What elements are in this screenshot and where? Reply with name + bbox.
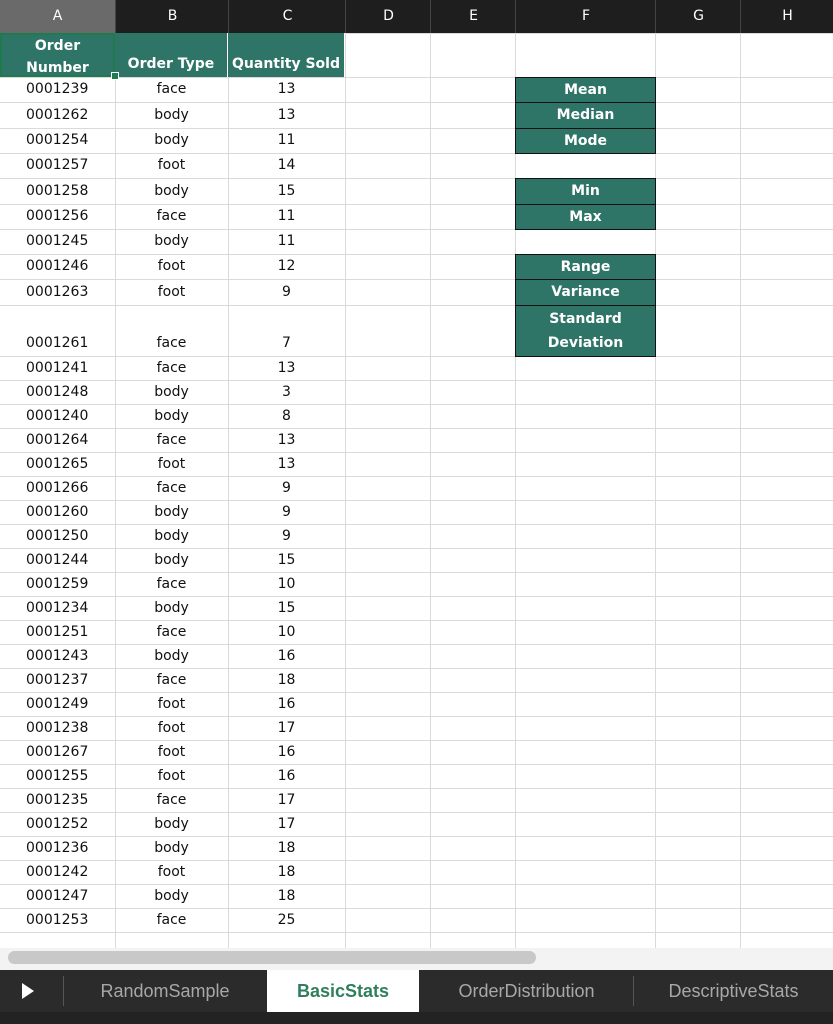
status-bar	[0, 1012, 833, 1024]
order-type-cell[interactable]: face	[156, 335, 187, 351]
tab-randomsample[interactable]: RandomSample	[100, 981, 230, 1001]
mean-label[interactable]: Mean	[515, 77, 656, 103]
order-type-cell[interactable]: foot	[157, 456, 186, 472]
order-number-cell[interactable]: 0001239	[26, 81, 89, 97]
order-number-cell[interactable]: 0001237	[26, 672, 89, 688]
order-type-cell[interactable]: face	[156, 792, 187, 808]
column-header-h[interactable]: H	[740, 0, 833, 33]
order-number-header[interactable]: Order Number	[0, 33, 115, 77]
quantity-sold-cell[interactable]: 9	[282, 504, 291, 520]
quantity-sold-cell[interactable]: 15	[277, 183, 296, 199]
standard-deviation-label[interactable]: Standard Deviation	[515, 305, 656, 357]
order-number-cell[interactable]: 0001242	[26, 864, 89, 880]
quantity-sold-cell[interactable]: 18	[277, 840, 296, 856]
order-type-cell[interactable]: body	[154, 888, 189, 904]
range-label[interactable]: Range	[515, 254, 656, 280]
column-header-g[interactable]: G	[655, 0, 741, 33]
horizontal-scrollbar-thumb[interactable]	[8, 951, 536, 964]
quantity-sold-cell[interactable]: 11	[277, 208, 296, 224]
order-type-cell[interactable]: face	[156, 81, 187, 97]
order-number-cell[interactable]: 0001261	[26, 335, 89, 351]
order-number-cell[interactable]: 0001249	[26, 696, 89, 712]
order-type-cell[interactable]: foot	[157, 258, 186, 274]
order-number-cell[interactable]: 0001256	[26, 208, 89, 224]
order-type-cell[interactable]: face	[156, 208, 187, 224]
order-type-cell[interactable]: body	[154, 600, 189, 616]
order-number-cell[interactable]: 0001243	[26, 648, 89, 664]
order-number-cell[interactable]: 0001236	[26, 840, 89, 856]
column-header-a[interactable]: A	[0, 0, 115, 33]
order-number-cell[interactable]: 0001253	[26, 912, 89, 928]
column-header-c[interactable]: C	[228, 0, 346, 33]
quantity-sold-cell[interactable]: 14	[277, 157, 296, 173]
row-gridline	[0, 932, 833, 933]
order-type-cell[interactable]: body	[154, 183, 189, 199]
column-header-e[interactable]: E	[430, 0, 516, 33]
quantity-sold-cell[interactable]: 15	[277, 552, 296, 568]
order-type-cell[interactable]: face	[156, 912, 187, 928]
order-type-cell[interactable]: face	[156, 480, 187, 496]
order-number-cell[interactable]: 0001246	[26, 258, 89, 274]
order-type-cell[interactable]: face	[156, 576, 187, 592]
quantity-sold-cell[interactable]: 13	[277, 107, 296, 123]
quantity-sold-cell[interactable]: 17	[277, 720, 296, 736]
min-label[interactable]: Min	[515, 178, 656, 205]
order-number-cell[interactable]: 0001241	[26, 360, 89, 376]
order-type-header[interactable]: Order Type	[115, 33, 228, 77]
order-number-cell[interactable]: 0001265	[26, 456, 89, 472]
quantity-sold-cell[interactable]: 16	[277, 648, 296, 664]
order-number-cell[interactable]: 0001255	[26, 768, 89, 784]
order-number-cell[interactable]: 0001238	[26, 720, 89, 736]
order-number-cell[interactable]: 0001263	[26, 284, 89, 300]
column-gridline	[345, 33, 346, 948]
order-type-cell[interactable]: face	[156, 432, 187, 448]
quantity-sold-cell[interactable]: 10	[277, 576, 296, 592]
mode-label[interactable]: Mode	[515, 128, 656, 154]
order-number-cell[interactable]: 0001234	[26, 600, 89, 616]
order-number-cell[interactable]: 0001247	[26, 888, 89, 904]
column-gridline	[655, 33, 656, 948]
order-type-cell[interactable]: body	[154, 840, 189, 856]
quantity-sold-cell[interactable]: 18	[277, 672, 296, 688]
variance-label[interactable]: Variance	[515, 279, 656, 306]
quantity-sold-cell[interactable]: 16	[277, 744, 296, 760]
order-type-cell[interactable]: body	[154, 552, 189, 568]
quantity-sold-cell[interactable]: 18	[277, 888, 296, 904]
order-number-cell[interactable]: 0001252	[26, 816, 89, 832]
order-type-cell[interactable]: body	[154, 132, 189, 148]
column-header-d[interactable]: D	[345, 0, 431, 33]
quantity-sold-cell[interactable]: 8	[282, 408, 291, 424]
order-number-cell[interactable]: 0001266	[26, 480, 89, 496]
quantity-sold-cell[interactable]: 10	[277, 624, 296, 640]
order-type-cell[interactable]: foot	[157, 157, 186, 173]
order-type-cell[interactable]: foot	[157, 744, 186, 760]
quantity-sold-cell[interactable]: 12	[277, 258, 296, 274]
order-number-cell[interactable]: 0001267	[26, 744, 89, 760]
play-icon[interactable]	[22, 983, 34, 999]
order-type-cell[interactable]: body	[154, 816, 189, 832]
order-type-cell[interactable]: face	[156, 672, 187, 688]
order-number-cell[interactable]: 0001235	[26, 792, 89, 808]
quantity-sold-header[interactable]: Quantity Sold	[228, 33, 345, 77]
order-type-cell[interactable]: body	[154, 384, 189, 400]
quantity-sold-cell[interactable]: 13	[277, 360, 296, 376]
column-header-b[interactable]: B	[115, 0, 229, 33]
order-number-cell[interactable]: 0001251	[26, 624, 89, 640]
order-number-cell[interactable]: 0001262	[26, 107, 89, 123]
column-gridline	[430, 33, 431, 948]
column-gridline	[515, 33, 516, 948]
quantity-sold-cell[interactable]: 13	[277, 81, 296, 97]
tab-descriptivestats[interactable]: DescriptiveStats	[668, 981, 799, 1001]
quantity-sold-cell[interactable]: 9	[282, 480, 291, 496]
quantity-sold-cell[interactable]: 3	[282, 384, 291, 400]
order-number-cell[interactable]: 0001254	[26, 132, 89, 148]
quantity-sold-cell[interactable]: 13	[277, 432, 296, 448]
order-number-cell[interactable]: 0001260	[26, 504, 89, 520]
order-number-cell[interactable]: 0001240	[26, 408, 89, 424]
quantity-sold-cell[interactable]: 9	[282, 284, 291, 300]
order-type-cell[interactable]: body	[154, 504, 189, 520]
order-type-cell[interactable]: foot	[157, 768, 186, 784]
order-type-cell[interactable]: body	[154, 408, 189, 424]
order-number-cell[interactable]: 0001264	[26, 432, 89, 448]
order-number-cell[interactable]: 0001259	[26, 576, 89, 592]
quantity-sold-cell[interactable]: 15	[277, 600, 296, 616]
quantity-sold-cell[interactable]: 17	[277, 816, 296, 832]
column-gridline	[740, 33, 741, 948]
max-label[interactable]: Max	[515, 204, 656, 230]
order-number-cell[interactable]: 0001258	[26, 183, 89, 199]
quantity-sold-cell[interactable]: 11	[277, 132, 296, 148]
quantity-sold-cell[interactable]: 9	[282, 528, 291, 544]
quantity-sold-cell[interactable]: 7	[282, 335, 291, 351]
order-type-cell[interactable]: face	[156, 360, 187, 376]
order-type-cell[interactable]: body	[154, 648, 189, 664]
order-type-cell[interactable]: body	[154, 107, 189, 123]
order-number-cell[interactable]: 0001244	[26, 552, 89, 568]
order-type-cell[interactable]: face	[156, 624, 187, 640]
quantity-sold-cell[interactable]: 11	[277, 233, 296, 249]
quantity-sold-cell[interactable]: 17	[277, 792, 296, 808]
order-type-cell[interactable]: foot	[157, 284, 186, 300]
quantity-sold-cell[interactable]: 13	[277, 456, 296, 472]
quantity-sold-cell[interactable]: 18	[277, 864, 296, 880]
order-number-cell[interactable]: 0001245	[26, 233, 89, 249]
order-number-cell[interactable]: 0001257	[26, 157, 89, 173]
median-label[interactable]: Median	[515, 102, 656, 129]
tab-orderdistribution[interactable]: OrderDistribution	[458, 981, 595, 1001]
quantity-sold-cell[interactable]: 16	[277, 768, 296, 784]
order-type-cell[interactable]: foot	[157, 696, 186, 712]
order-type-cell[interactable]: foot	[157, 720, 186, 736]
order-type-cell[interactable]: foot	[157, 864, 186, 880]
column-header-f[interactable]: F	[515, 0, 656, 33]
order-type-cell[interactable]: body	[154, 233, 189, 249]
row-gridline	[0, 305, 833, 306]
quantity-sold-cell[interactable]: 16	[277, 696, 296, 712]
tab-basicstats[interactable]: BasicStats	[267, 970, 419, 1012]
order-type-cell[interactable]: body	[154, 528, 189, 544]
order-number-cell[interactable]: 0001250	[26, 528, 89, 544]
order-number-cell[interactable]: 0001248	[26, 384, 89, 400]
quantity-sold-cell[interactable]: 25	[277, 912, 296, 928]
